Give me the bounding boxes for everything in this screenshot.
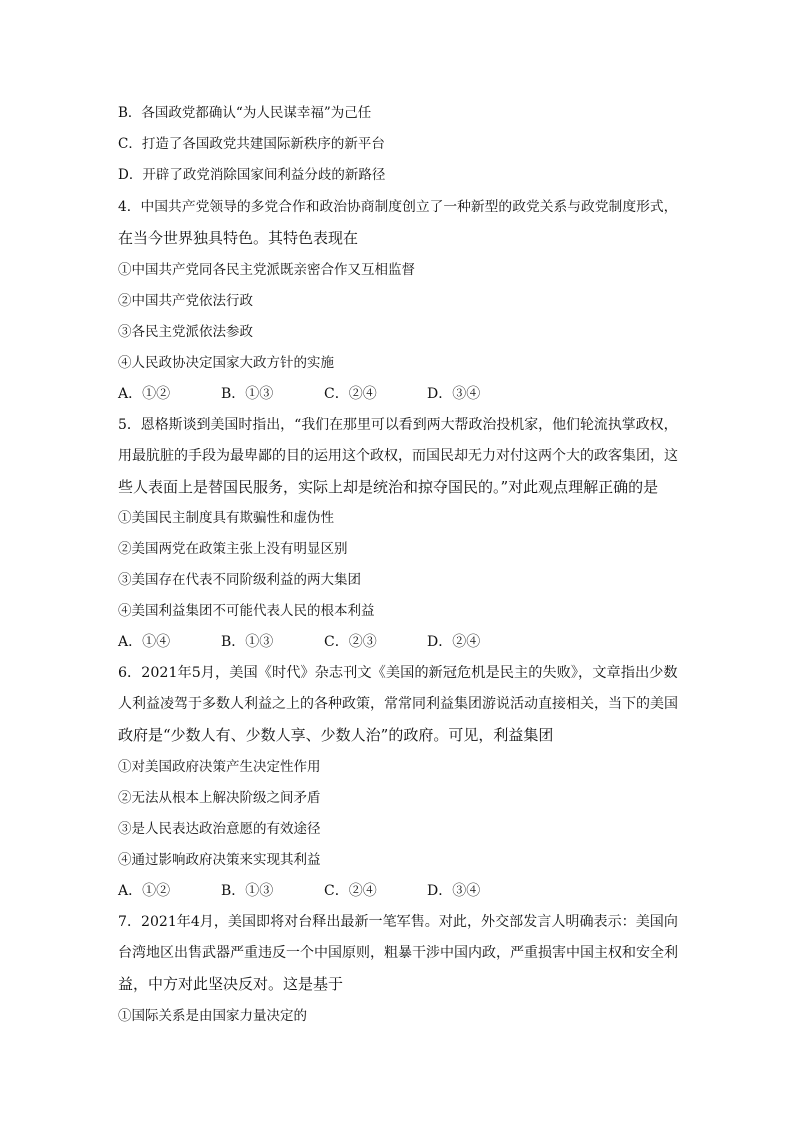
q3-option-d: D．开辟了政党消除国家间利益分歧的新路径	[118, 167, 386, 183]
q5-choice-a: A．①④	[118, 634, 171, 650]
q6-choice-d: D．③④	[427, 883, 481, 899]
q4-stem-line-1: 4．中国共产党领导的多党合作和政治协商制度创立了一种新型的政党关系与政党制度形式，	[118, 199, 678, 215]
q5-statement-1: ①美国民主制度具有欺骗性和虚伪性	[118, 510, 334, 526]
q5-statement-3: ③美国存在代表不同阶级利益的两大集团	[118, 572, 361, 588]
q4-choice-c: C．②④	[324, 386, 377, 402]
q6-statement-2: ②无法从根本上解决阶级之间矛盾	[118, 790, 321, 806]
q6-choice-b: B．①③	[221, 883, 274, 899]
q4-choice-d: D．③④	[427, 386, 481, 402]
q5-stem-line-3: 些人表面上是替国民服务，实际上却是统治和掠夺国民的。”对此观点理解正确的是	[118, 478, 659, 496]
q5-choice-c: C．②③	[324, 634, 377, 650]
q7-stem-line-1: 7．2021年4月，美国即将对台释出最新一笔军售。对此，外交部发言人明确表示：美国向	[118, 914, 678, 930]
q5-statement-4: ④美国利益集团不可能代表人民的根本利益	[118, 603, 375, 619]
q7-stem-line-2: 台湾地区出售武器严重违反一个中国原则，粗暴干涉中国内政，严重损害中国主权和安全利	[118, 945, 678, 961]
q6-statement-3: ③是人民表达政治意愿的有效途径	[118, 821, 321, 837]
q6-stem-line-1: 6．2021年5月，美国《时代》杂志刊文《美国的新冠危机是民主的失败》，文章指出少数	[118, 665, 678, 681]
q3-option-b: B．各国政党都确认“为人民谋幸福”为己任	[118, 105, 372, 121]
q4-stem-line-2: 在当今世界独具特色。其特色表现在	[118, 229, 359, 247]
q6-statement-4: ④通过影响政府决策来实现其利益	[118, 852, 321, 868]
q7-statement-1: ①国际关系是由国家力量决定的	[118, 1008, 307, 1024]
q4-choices	[118, 384, 530, 404]
q4-choice-a: A．①②	[118, 386, 171, 402]
q5-statement-2: ②美国两党在政策主张上没有明显区别	[118, 541, 348, 557]
q6-stem-line-3: 政府是“少数人有、少数人享、少数人治”的政府。可见，利益集团	[118, 726, 554, 744]
q6-stem-line-2: 人利益凌驾于多数人利益之上的各种政策，常常同利益集团游说活动直接相关，当下的美国	[118, 696, 678, 712]
q4-statement-1: ①中国共产党同各民主党派既亲密合作又互相监督	[118, 262, 415, 278]
q4-statement-3: ③各民主党派依法参政	[118, 324, 253, 340]
q4-statement-2: ②中国共产党依法行政	[118, 293, 253, 309]
q6-choices	[118, 881, 530, 901]
q6-choice-a: A．①②	[118, 883, 171, 899]
q4-statement-4: ④人民政协决定国家大政方针的实施	[118, 355, 334, 371]
q7-stem-line-3: 益，中方对此坚决反对。这是基于	[118, 975, 344, 993]
q6-statement-1: ①对美国政府决策产生决定性作用	[118, 759, 321, 775]
q5-choice-b: B．①③	[221, 634, 274, 650]
q5-choice-d: D．②④	[427, 634, 481, 650]
q5-choices	[118, 632, 530, 652]
q5-stem-line-1: 5．恩格斯谈到美国时指出，“我们在那里可以看到两大帮政治投机家，他们轮流执掌政权，	[118, 417, 678, 433]
q6-choice-c: C．②④	[324, 883, 377, 899]
q4-choice-b: B．①③	[221, 386, 274, 402]
q3-option-c: C．打造了各国政党共建国际新秩序的新平台	[118, 136, 385, 152]
q5-stem-line-2: 用最肮脏的手段为最卑鄙的目的运用这个政权，而国民却无力对付这两个大的政客集团，这	[118, 448, 678, 464]
